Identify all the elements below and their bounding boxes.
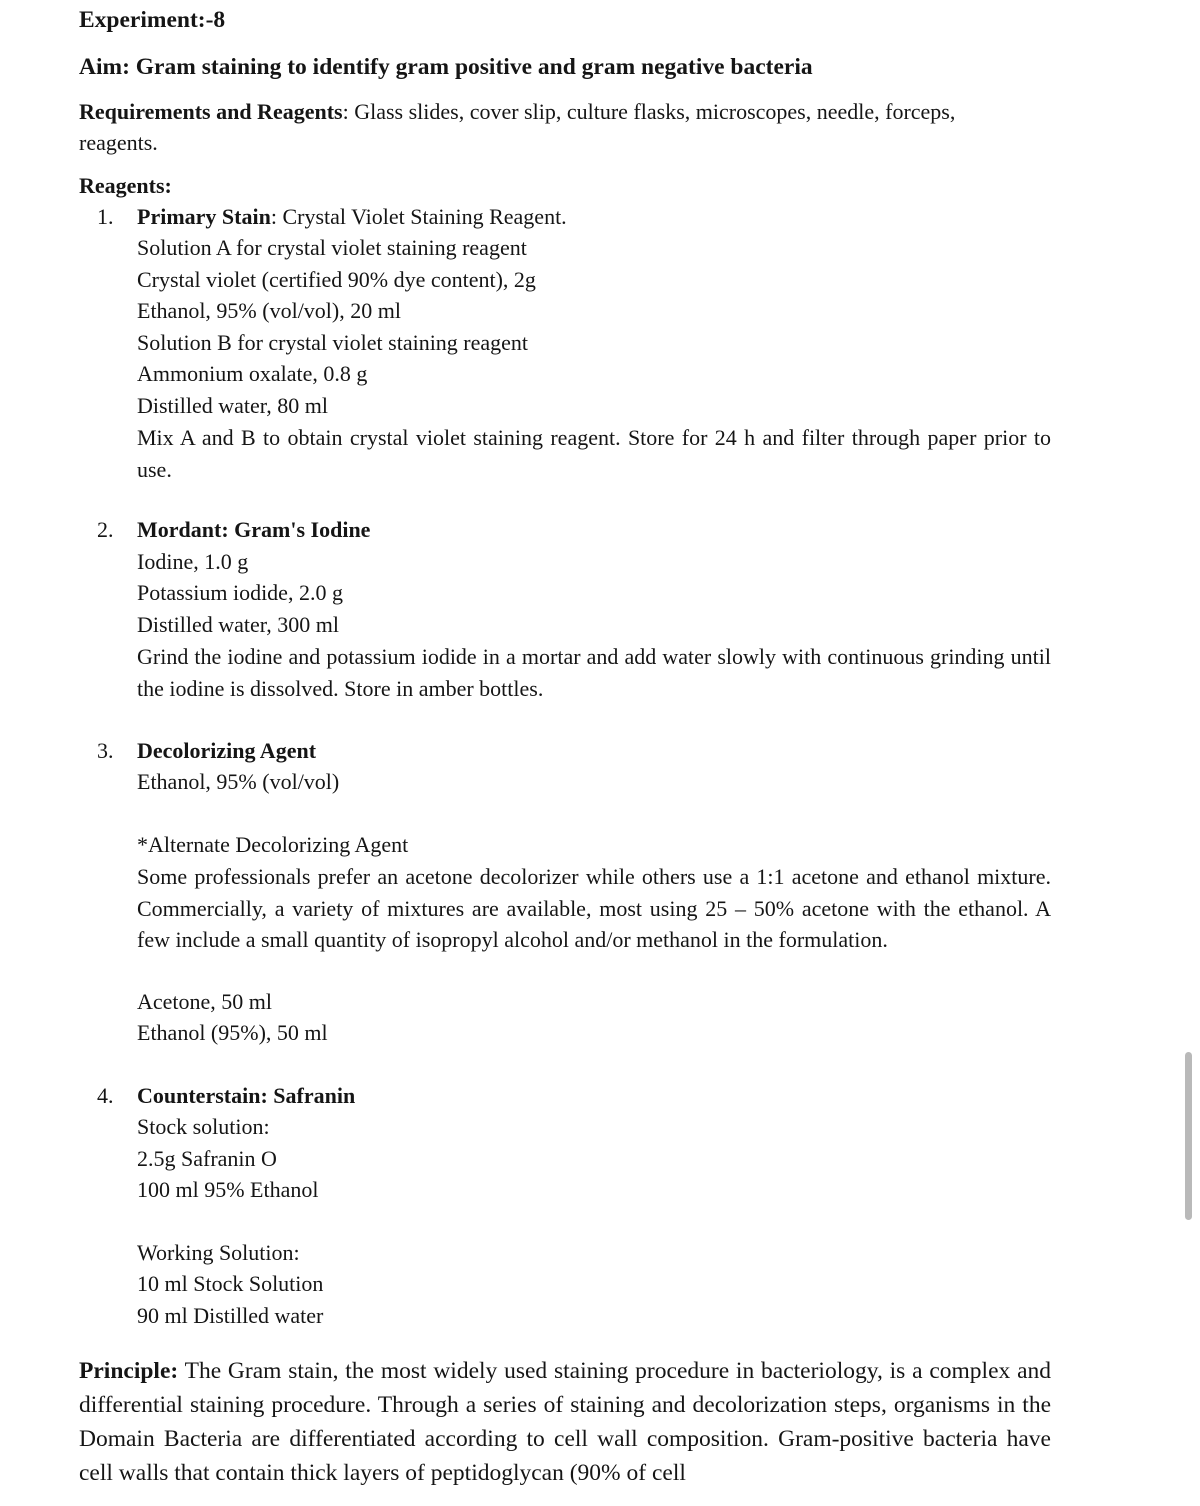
- item-4-number: 4.: [97, 1083, 114, 1108]
- item-3-line-after: Ethanol (95%), 50 ml: [137, 1020, 328, 1045]
- item-2-title: Mordant: Gram's Iodine: [137, 517, 371, 542]
- item-3-number: 3.: [97, 738, 114, 763]
- item-4-line: 2.5g Safranin O: [137, 1146, 277, 1171]
- item-3-title: Decolorizing Agent: [137, 738, 317, 763]
- requirements-line-2: reagents.: [79, 130, 158, 155]
- item-4-line: Stock solution:: [137, 1114, 270, 1139]
- item-2-paragraph: Grind the iodine and potassium iodide in a mortar and add water slowly with continuous grinding until the iodine is dissolved. Store in amber bottles.: [137, 644, 1051, 701]
- aim-label: Aim:: [79, 54, 130, 80]
- requirements-line: [79, 97, 955, 127]
- item-1-line: Solution B for crystal violet staining reagent: [137, 330, 529, 355]
- item-1-line: Crystal violet (certified 90% dye content), 2g: [137, 267, 536, 292]
- item-1-title: Primary Stain: [137, 204, 271, 229]
- requirements-text: : Glass slides, cover slip, culture flasks, microscopes, needle, forceps,: [342, 99, 956, 124]
- item-1-line: Distilled water, 80 ml: [137, 393, 328, 418]
- item-1-number: 1.: [97, 204, 114, 229]
- item-2-line: Iodine, 1.0 g: [137, 549, 249, 574]
- item-4-line: 100 ml 95% Ethanol: [137, 1177, 319, 1202]
- item-4-line-after: Working Solution:: [137, 1240, 300, 1265]
- item-1-paragraph: Mix A and B to obtain crystal violet staining reagent. Store for 24 h and filter through paper prior to use.: [137, 425, 1051, 482]
- experiment-title: Experiment:-8: [79, 7, 226, 33]
- item-1-line: Ethanol, 95% (vol/vol), 20 ml: [137, 298, 401, 323]
- principle-label: Principle:: [79, 1358, 179, 1384]
- aim-line: [79, 52, 813, 82]
- item-1-line: Solution A for crystal violet staining reagent: [137, 235, 527, 260]
- principle-paragraph: [79, 1354, 1051, 1490]
- item-3-line-after: Acetone, 50 ml: [137, 989, 273, 1014]
- item-4-title: Counterstain: Safranin: [137, 1083, 356, 1108]
- item-1-title-suffix: : Crystal Violet Staining Reagent.: [270, 204, 567, 229]
- item-3-paragraph: Some professionals prefer an acetone decolorizer while others use a 1:1 acetone and ethanol mixture. Commercially, a variety of mixtures are available, most using 25 – 50% acetone with the ethanol. A few include a small quantity of isopropyl alcohol and/or methanol in the formulation.: [137, 864, 1051, 952]
- item-1-title-line: [137, 202, 567, 232]
- item-2-number: 2.: [97, 517, 114, 542]
- item-4-line-after: 10 ml Stock Solution: [137, 1271, 324, 1296]
- principle-text: The Gram stain, the most widely used staining procedure in bacteriology, is a complex and differential staining procedure. Through a series of staining and decolorization steps, organisms in the Domain Bacteria are differentiated according to cell wall composition. Gram-positive bacteria have cell walls that contain thick layers of peptidoglycan (90% of cell: [79, 1358, 1051, 1486]
- item-3-line: Ethanol, 95% (vol/vol): [137, 769, 340, 794]
- item-2-line: Distilled water, 300 ml: [137, 612, 339, 637]
- aim-text: Gram staining to identify gram positive and gram negative bacteria: [135, 54, 813, 80]
- item-1-line: Ammonium oxalate, 0.8 g: [137, 361, 368, 386]
- scrollbar-thumb[interactable]: [1185, 1052, 1192, 1220]
- item-2-line: Potassium iodide, 2.0 g: [137, 580, 343, 605]
- item-3-alternate-heading: *Alternate Decolorizing Agent: [137, 832, 409, 857]
- reagents-heading: Reagents:: [79, 173, 172, 198]
- item-4-line-after: 90 ml Distilled water: [137, 1303, 324, 1328]
- requirements-label: Requirements and Reagents: [79, 99, 343, 124]
